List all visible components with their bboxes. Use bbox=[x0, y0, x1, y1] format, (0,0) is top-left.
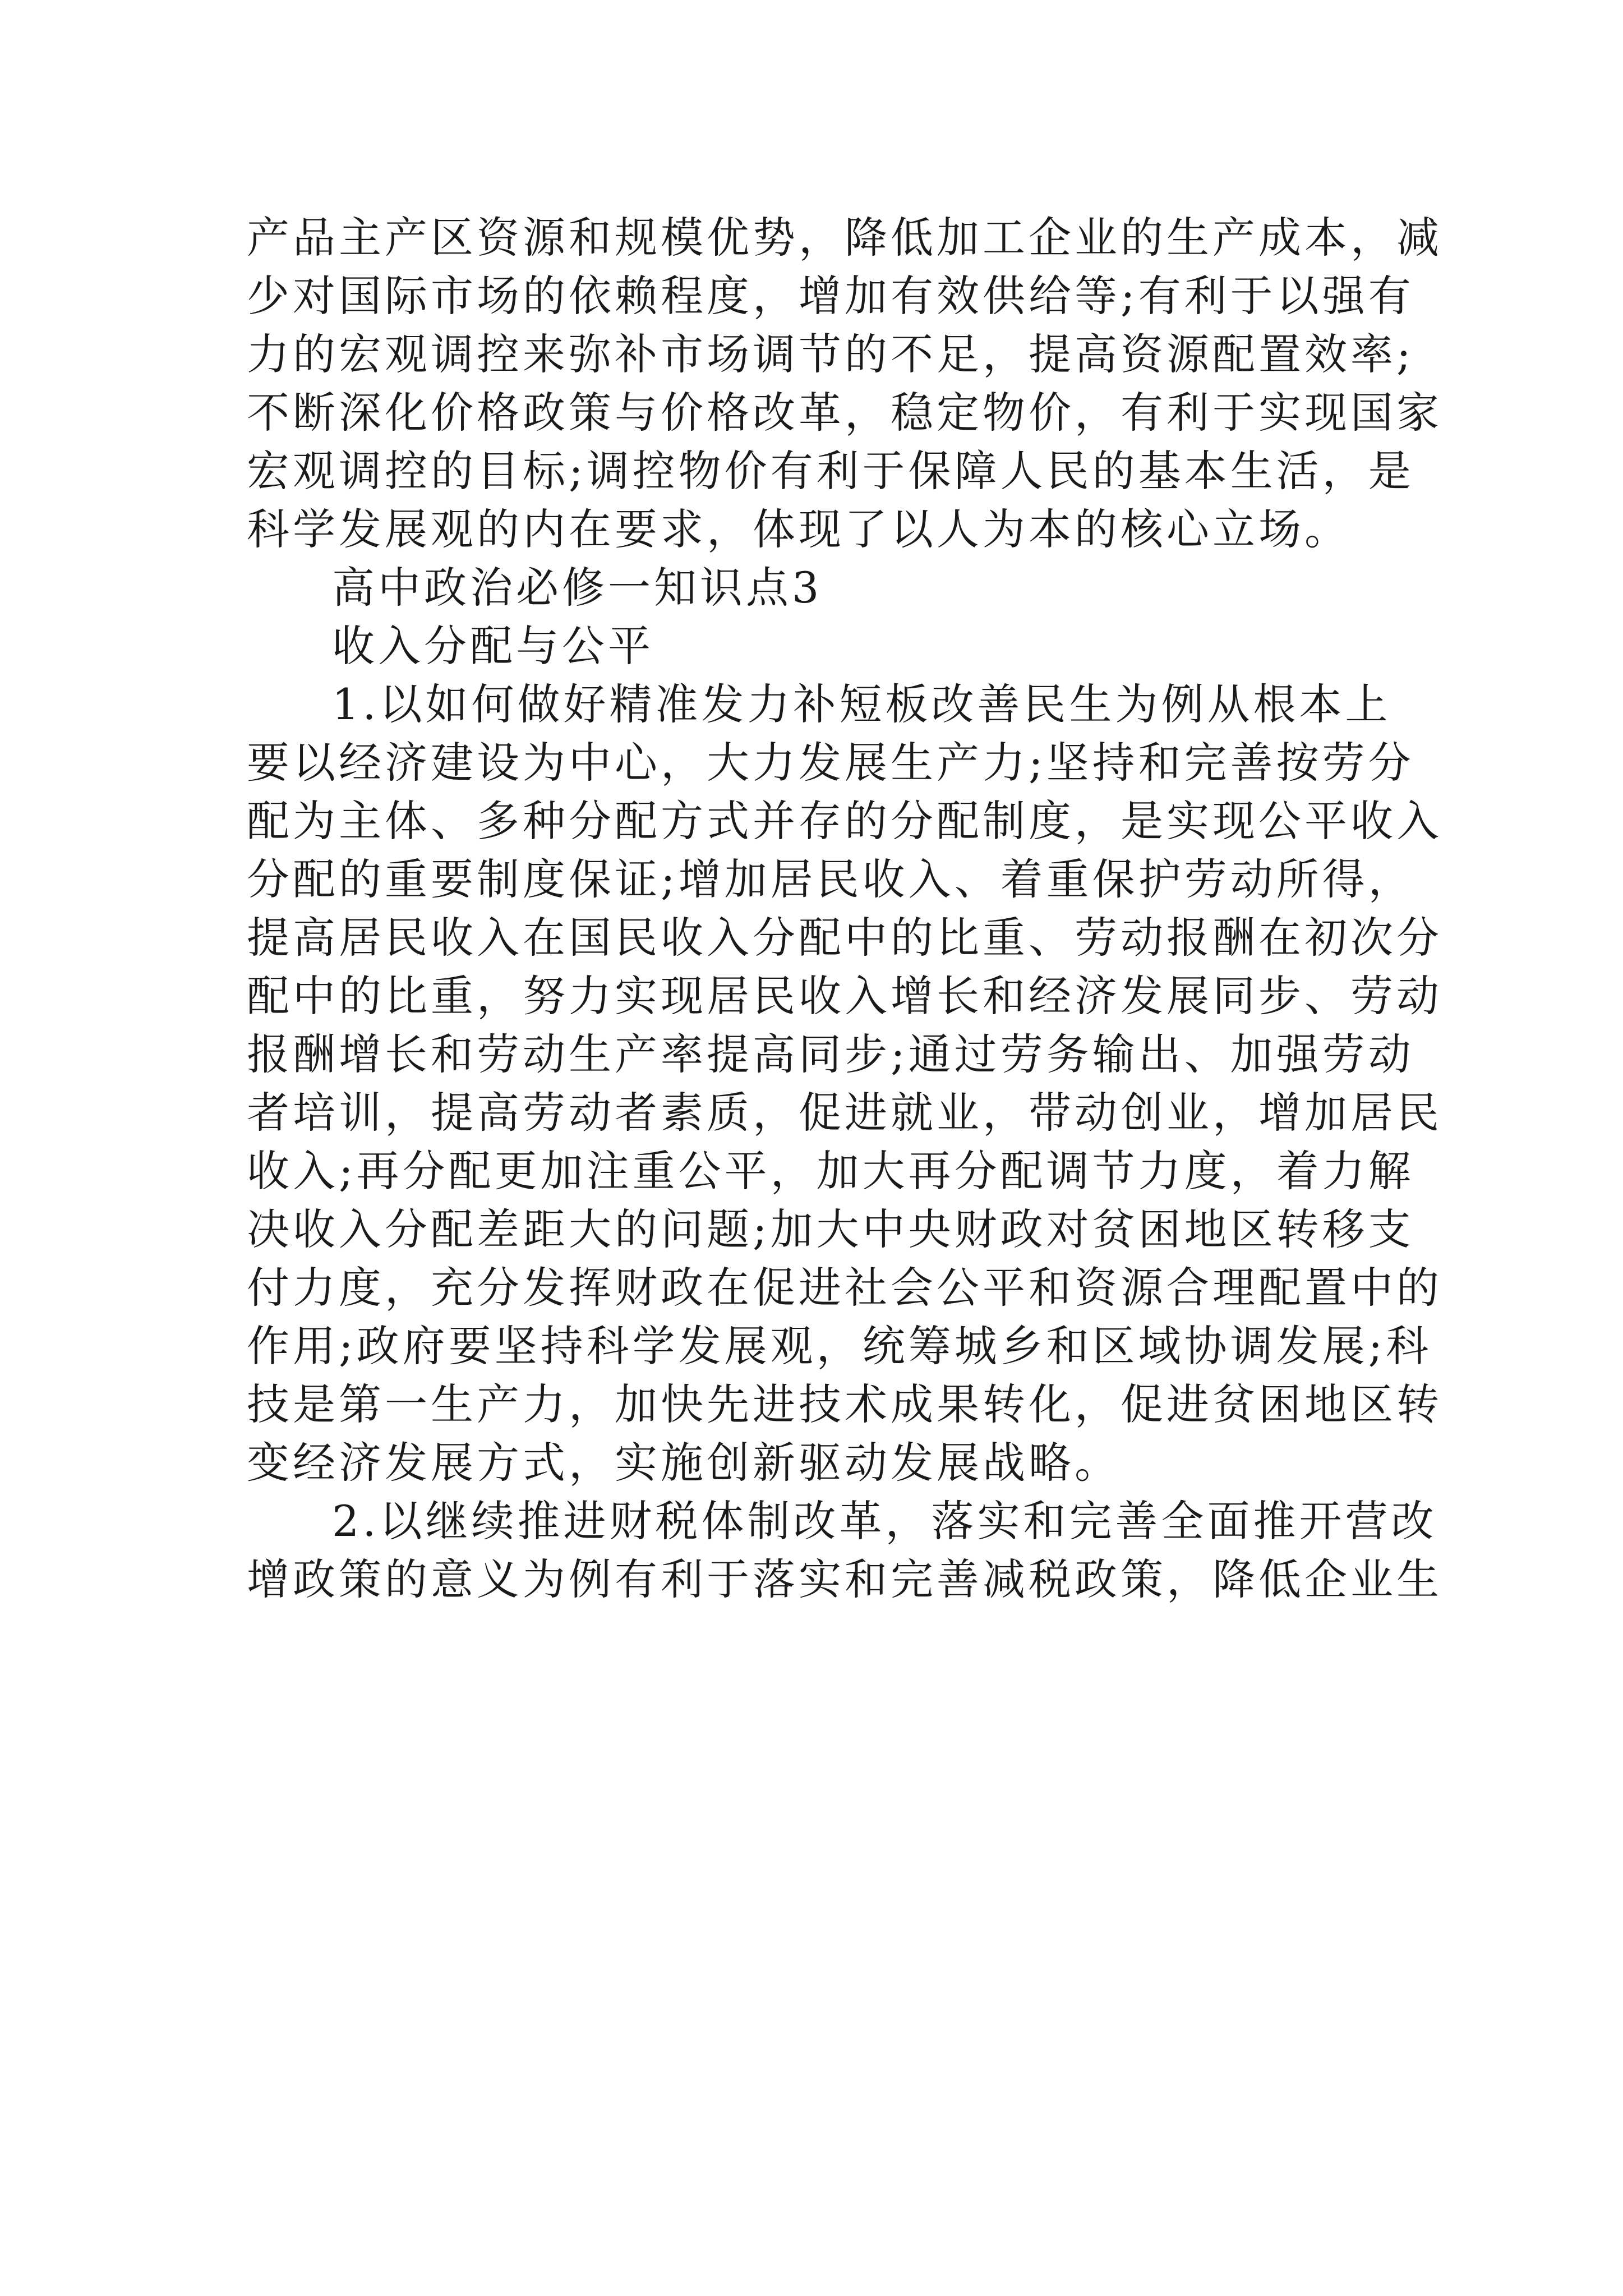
text-line: 技是第一生产力，加快先进技术成果转化，促进贫困地区转 bbox=[247, 1379, 1442, 1429]
text-line: 配中的比重，努力实现居民收入增长和经济发展同步、劳动 bbox=[247, 971, 1442, 1021]
text-line: 报酬增长和劳动生产率提高同步;通过劳务输出、加强劳动 bbox=[247, 1029, 1414, 1079]
text-line: 增政策的意义为例有利于落实和完善减税政策，降低企业生 bbox=[247, 1554, 1442, 1604]
text-line: 者培训，提高劳动者素质，促进就业，带动创业，增加居民 bbox=[247, 1088, 1442, 1138]
text-line: 科学发展观的内在要求，体现了以人为本的核心立场。 bbox=[247, 504, 1350, 554]
text-line: 分配的重要制度保证;增加居民收入、着重保护劳动所得， bbox=[247, 854, 1414, 904]
section-title: 高中政治必修一知识点3 bbox=[332, 563, 823, 613]
text-line: 付力度，充分发挥财政在促进社会公平和资源合理配置中的 bbox=[247, 1263, 1442, 1313]
text-line: 提高居民收入在国民收入分配中的比重、劳动报酬在初次分 bbox=[247, 913, 1442, 963]
text-line: 变经济发展方式，实施创新驱动发展战略。 bbox=[247, 1438, 1121, 1488]
text-line: 配为主体、多种分配方式并存的分配制度，是实现公平收入 bbox=[247, 796, 1442, 846]
text-line-first: 2.以继续推进财税体制改革，落实和完善全面推开营改 bbox=[332, 1496, 1437, 1546]
text-line: 决收入分配差距大的问题;加大中央财政对贫困地区转移支 bbox=[247, 1204, 1414, 1254]
paragraph-price-policy bbox=[247, 209, 1442, 559]
text-line: 要以经济建设为中心，大力发展生产力;坚持和完善按劳分 bbox=[247, 738, 1414, 788]
text-line: 宏观调控的目标;调控物价有利于保障人民的基本生活，是 bbox=[247, 446, 1414, 496]
document-body bbox=[247, 209, 1442, 1609]
text-line: 作用;政府要坚持科学发展观，统筹城乡和区域协调发展;科 bbox=[247, 1321, 1432, 1371]
text-line-first: 1.以如何做好精准发力补短板改善民生为例从根本上 bbox=[332, 679, 1391, 729]
text-line: 力的宏观调控来弥补市场调节的不足，提高资源配置效率; bbox=[247, 329, 1414, 379]
subsection-title: 收入分配与公平 bbox=[332, 621, 654, 671]
paragraph-item-2 bbox=[247, 1492, 1442, 1609]
text-line: 产品主产区资源和规模优势，降低加工企业的生产成本，减 bbox=[247, 213, 1442, 263]
text-line: 少对国际市场的依赖程度，增加有效供给等;有利于以强有 bbox=[247, 271, 1414, 321]
text-line: 收入;再分配更加注重公平，加大再分配调节力度，着力解 bbox=[247, 1146, 1414, 1196]
paragraph-item-1 bbox=[247, 675, 1442, 1492]
text-line: 不断深化价格政策与价格改革，稳定物价，有利于实现国家 bbox=[247, 388, 1442, 438]
